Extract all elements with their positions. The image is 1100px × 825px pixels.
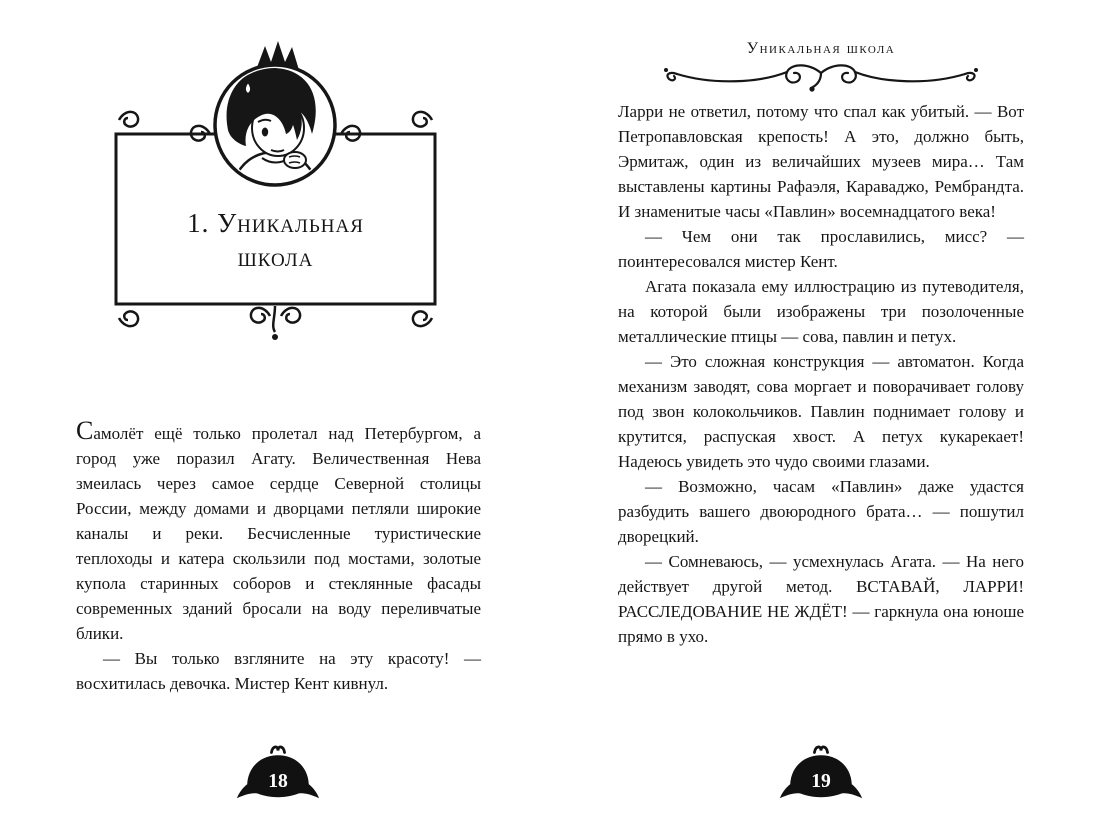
hat-icon xyxy=(779,742,863,804)
paragraph: — Возможно, часам «Павлин» даже удастся разбудить вашего двоюродного брата… — пошутил дворецкий. xyxy=(618,477,1024,546)
page-number-right: 19 xyxy=(811,771,831,792)
right-page-text xyxy=(618,99,1024,649)
page-number-left: 18 xyxy=(268,771,288,792)
paragraph: Агата показала ему иллюстрацию из путеводителя, на которой были изображены три позолоченные металлические птицы — сова, павлин и петух. xyxy=(618,277,1024,346)
paragraph: — Это сложная конструкция — автоматон. Когда механизм заводят, сова моргает и поворачивает голову под звон колокольчиков. Павлин поднимает голову и крутится, распуская хвост. А петух кукарекает! Надеюсь увидеть это чудо своими глазами. xyxy=(618,352,1024,471)
paragraph: — Вы только взгляните на эту красоту! — восхитилась девочка. Мистер Кент кивнул. xyxy=(76,649,481,693)
paragraph: Самолёт ещё только пролетал над Петербургом, а город уже поразил Агату. Величественная Нева змеилась через самое сердце Северной столицы России, между домами и дворцами петляли широкие каналы и реки. Бесчисленные туристические теплоходы и катера скользили под мостами, золотые купола старинных соборов и стеклянные фасады современных зданий бросали на воду переливчатые блики. xyxy=(76,416,481,643)
chapter-title-line1: 1. Уникальная xyxy=(187,208,364,238)
page-number-hat-right xyxy=(779,742,863,804)
paragraph: — Чем они так прославились, мисс? — поинтересовался мистер Кент. xyxy=(618,227,1024,271)
running-header xyxy=(618,40,1024,102)
running-header-text: Уникальная школа xyxy=(746,40,896,57)
flourish-icon xyxy=(661,61,981,97)
paragraph: — Сомневаюсь, — усмехнулась Агата. — На него действует другой метод. ВСТАВАЙ, ЛАРРИ! РАССЛЕДОВАНИЕ НЕ ЖДЁТ! — гаркнула она юноше прямо в ухо. xyxy=(618,552,1024,646)
header-flourish xyxy=(618,61,1024,102)
paragraph: Ларри не ответил, потому что спал как убитый. — Вот Петропавловская крепость! А это, должно быть, Эрмитаж, один из величайших музеев мира… Там выставлены картины Рафаэля, Караваджо, Рембрандта. И знаменитые часы «Павлин» восемнадцатого века! xyxy=(618,102,1024,221)
chapter-title-line2: школа xyxy=(237,242,314,272)
